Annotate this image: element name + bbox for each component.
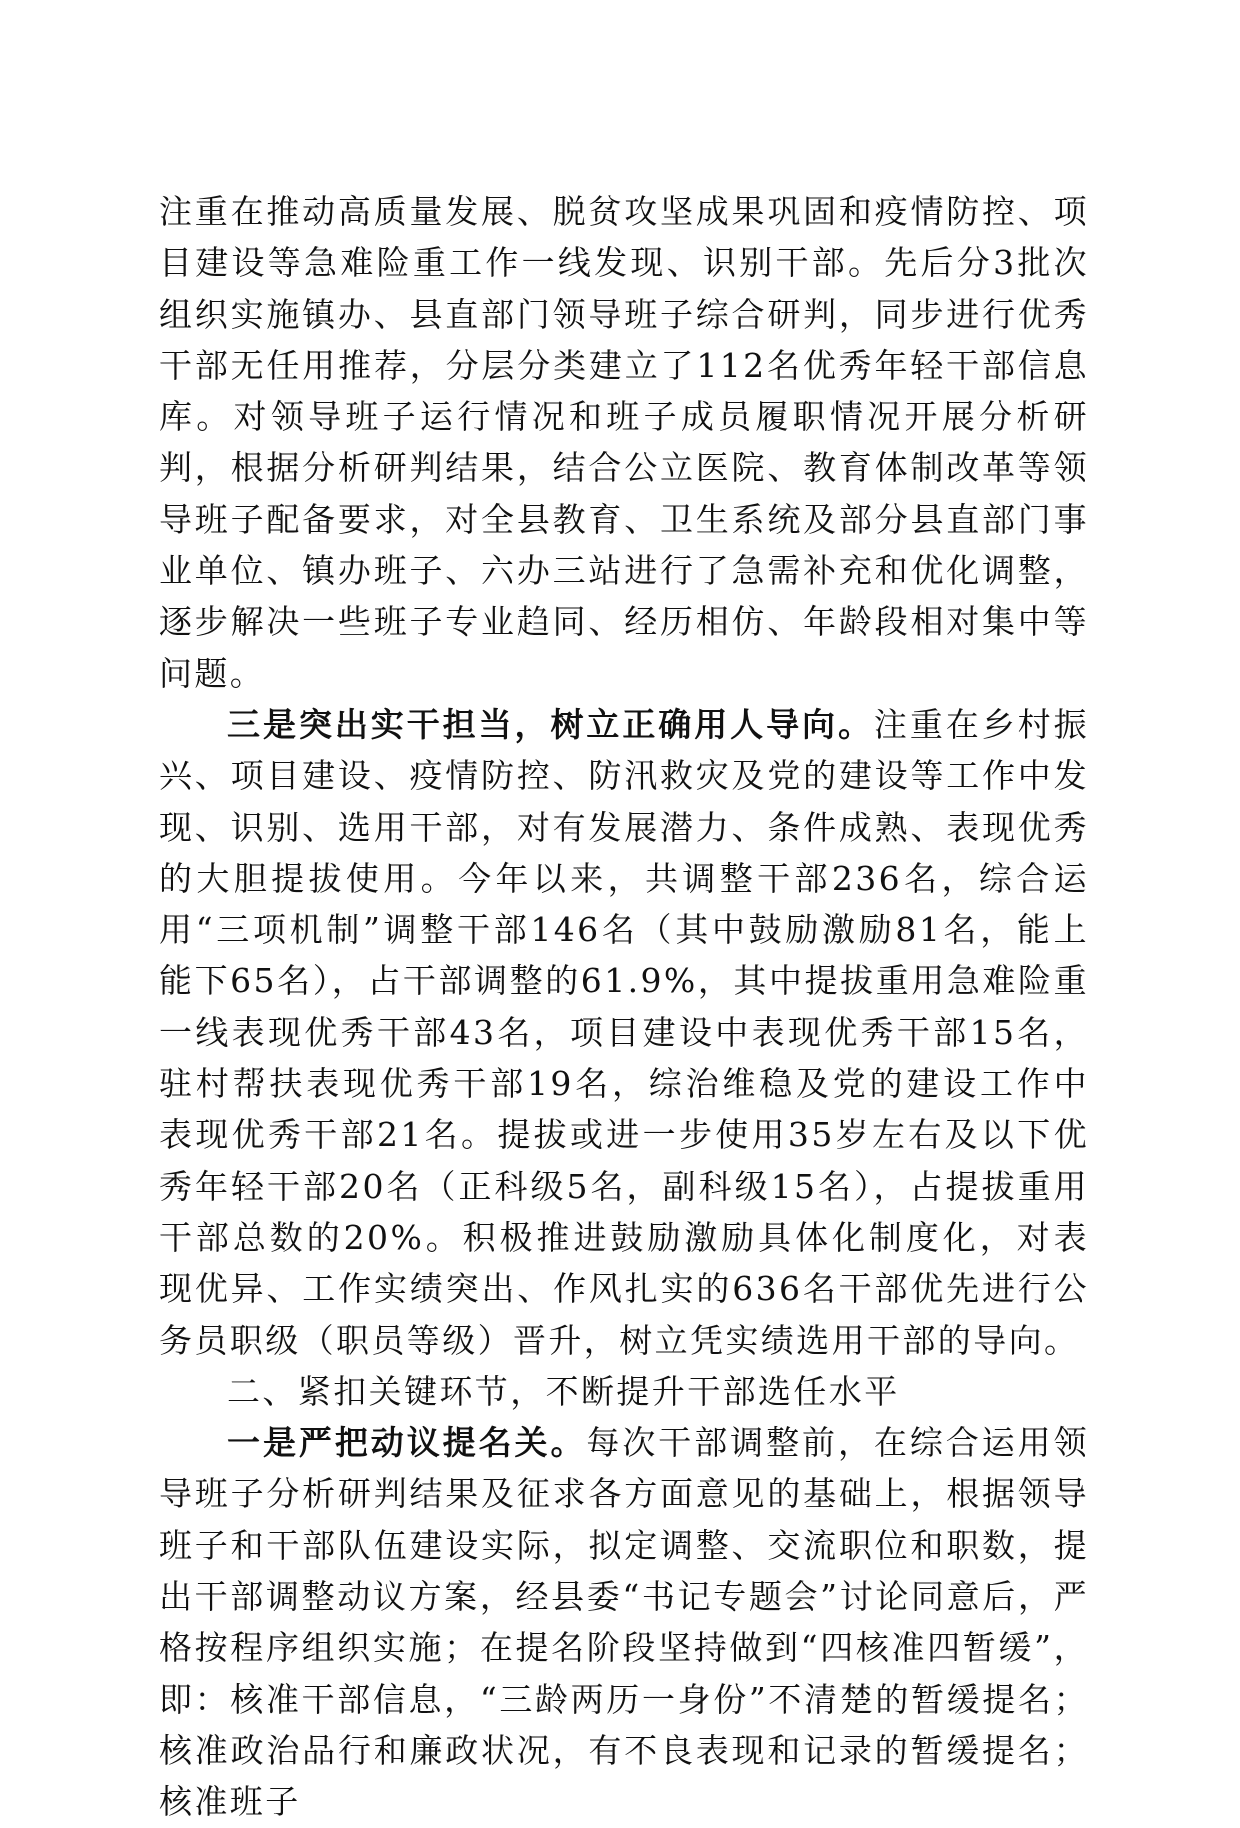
document-body [159, 186, 1089, 1828]
paragraph-lead: 一是严把动议提名关。 [227, 1423, 587, 1463]
paragraph-lead: 三是突出实干担当，树立正确用人导向。 [227, 704, 874, 744]
paragraph-continued [159, 186, 1089, 699]
paragraph-section-3 [159, 699, 1089, 1366]
paragraph-text: 注重在推动高质量发展、脱贫攻坚成果巩固和疫情防控、项目建设等急难险重工作一线发现、识别干部。先后分3批次组织实施镇办、县直部门领导班子综合研判，同步进行优秀干部无任用推荐，分层分类建立了112名优秀年轻干部信息库。对领导班子运行情况和班子成员履职情况开展分析研判，根据分析研判结果，结合公立医院、教育体制改革等领导班子配备要求，对全县教育、卫生系统及部分县直部门事业单位、镇办班子、六办三站进行了急需补充和优化调整，逐步解决一些班子专业趋同、经历相仿、年龄段相对集中等问题。 [159, 192, 1089, 693]
paragraph-section-1 [159, 1417, 1089, 1827]
heading-text: 二、紧扣关键环节，不断提升干部选任水平 [227, 1371, 900, 1411]
section-heading [159, 1366, 1089, 1417]
paragraph-text: 注重在乡村振兴、项目建设、疫情防控、防汛救灾及党的建设等工作中发现、识别、选用干部，对有发展潜力、条件成熟、表现优秀的大胆提拔使用。今年以来，共调整干部236名，综合运用“三项机制”调整干部146名（其中鼓励激励81名，能上能下65名），占干部调整的61.9%，其中提拔重用急难险重一线表现优秀干部43名，项目建设中表现优秀干部15名，驻村帮扶表现优秀干部19名，综治维稳及党的建设工作中表现优秀干部21名。提拔或进一步使用35岁左右及以下优秀年轻干部20名（正科级5名，副科级15名），占提拔重用干部总数的20%。积极推进鼓励激励具体化制度化，对表现优异、工作实绩突出、作风扎实的636名干部优先进行公务员职级（职员等级）晋升，树立凭实绩选用干部的导向。 [159, 704, 1090, 1360]
paragraph-text: 每次干部调整前，在综合运用领导班子分析研判结果及征求各方面意见的基础上，根据领导班子和干部队伍建设实际，拟定调整、交流职位和职数，提出干部调整动议方案，经县委“书记专题会”讨论同意后，严格按程序组织实施；在提名阶段坚持做到“四核准四暂缓”，即：核准干部信息，“三龄两历一身份”不清楚的暂缓提名；核准政治品行和廉政状况，有不良表现和记录的暂缓提名；核准班子 [159, 1423, 1089, 1822]
